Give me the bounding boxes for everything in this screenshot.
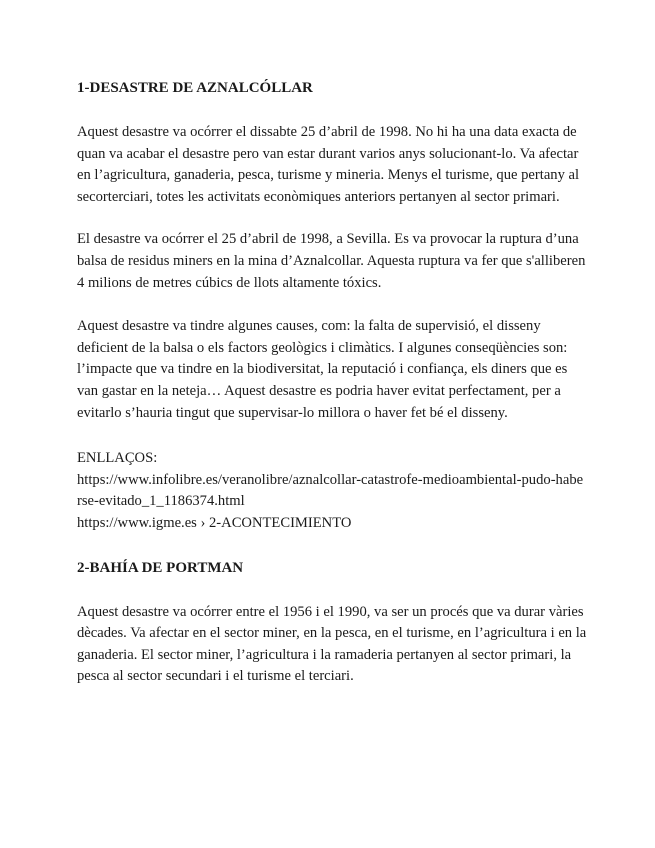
link-infolibre[interactable]: https://www.infolibre.es/veranolibre/aznalcollar-catastrofe-medioambiental-pudo-haberse-evitado_1_1186374.html bbox=[77, 471, 584, 510]
section-2-paragraph-1: Aquest desastre va ocórrer entre el 1956 i el 1990, va ser un procés que va durar vàries dècades. Va afectar en el sector miner, en la pesca, en el turisme, en l’agricultura i en la ganaderia. El sector miner, l’agricultura i la ramaderia pertanyen al sector primari, la pesca al sector secundari i el turisme el terciari. bbox=[77, 603, 587, 685]
section-2-heading: 2-BAHÍA DE PORTMAN bbox=[77, 559, 244, 576]
link-igme[interactable]: https://www.igme.es › 2-ACONTECIMIENTO bbox=[77, 514, 352, 531]
section-1-heading: 1-DESASTRE DE AZNALCÓLLAR bbox=[77, 80, 313, 96]
section-1-paragraph-2: El desastre va ocórrer el 25 d’abril de 1998, a Sevilla. Es va provocar la ruptura d’una balsa de residus miners en la mina d’Aznalcollar. Aquesta ruptura va fer que s'alliberen 4 milions de metres cúbics de llots altamente tóxics. bbox=[77, 231, 586, 291]
section-1-paragraph-3: Aquest desastre va tindre algunes causes, com: la falta de supervisió, el disseny deficient de la balsa o els factors geològics i climàtics. I algunes conseqüències son: l’impacte que va tindre en la biodiversitat, la reputació i confiança, els diners que es van gastar en la neteja… Aquest desastre es podria haver evitat perfectament, per a evitarlo s’hauria tingut que supervisar-lo millora o haver fet bé el disseny. bbox=[77, 318, 568, 421]
document-body bbox=[77, 78, 587, 688]
section-1-paragraph-1: Aquest desastre va ocórrer el dissabte 25 d’abril de 1998. No hi ha una data exacta de quan va acabar el desastre pero van estar durant varios anys solucionant-lo. Va afectar en l’agricultura, ganaderia, pesca, turisme y mineria. Menys el turisme, que pertany al secorterciari, totes les activitats econòmiques anteriors pertanyen al sector primari. bbox=[77, 124, 580, 205]
links-label: ENLLAÇOS: bbox=[77, 450, 158, 467]
